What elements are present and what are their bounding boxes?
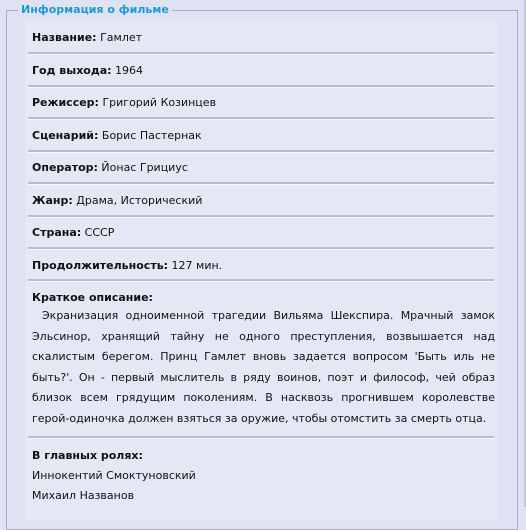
description-text: Экранизация одноименной трагедии Вильяма Шекспира. Мрачный замок Эльсинор, хранящий тайну не одного преступления, возвышается над скалистым берегом. Принц Гамлет вновь задается вопросом 'Быть иль не быть?'. Он - первый мыслитель в ряду воинов, поэт и философ, чей образ близок всем грядущим поколениям. В насквозь прогнившем королевстве герой-одиночка должен взяться за оружие, чтобы отомстить за смерть отца. [32, 309, 495, 425]
field-year-label: Год выхода: [32, 64, 112, 77]
separator [28, 52, 494, 55]
field-title [32, 31, 494, 45]
field-title-value: Гамлет [100, 31, 143, 44]
field-duration [32, 259, 494, 273]
separator [28, 182, 494, 185]
field-duration-label: Продолжительность: [32, 259, 169, 272]
field-operator-label: Оператор: [32, 161, 98, 174]
field-screenplay-value: Борис Пастернак [101, 129, 202, 142]
field-genre-label: Жанр: [32, 194, 73, 207]
field-director [32, 96, 494, 110]
field-title-label: Название: [32, 31, 97, 44]
field-screenplay-label: Сценарий: [32, 129, 99, 142]
field-operator [32, 161, 494, 175]
field-country-value: СССР [84, 226, 115, 239]
field-operator-value: Йонас Грициус [101, 161, 188, 174]
separator [28, 279, 494, 282]
field-director-label: Режиссер: [32, 96, 99, 109]
separator [28, 215, 494, 218]
field-genre [32, 194, 494, 208]
film-info-legend: Информация о фильме [18, 3, 172, 17]
cast-actor: Михаил Названов [32, 489, 135, 502]
separator [28, 247, 494, 250]
film-info-panel [25, 20, 498, 520]
field-genre-value: Драма, Исторический [76, 194, 203, 207]
field-director-value: Григорий Козинцев [102, 96, 217, 109]
field-year-value: 1964 [115, 64, 144, 77]
description-title: Краткое описание: [32, 291, 153, 304]
field-screenplay [32, 129, 494, 143]
separator [28, 436, 494, 439]
field-country [32, 226, 494, 240]
separator [28, 85, 494, 88]
separator [28, 117, 494, 120]
cast-title: В главных ролях: [32, 449, 143, 462]
field-year [32, 64, 494, 78]
field-country-label: Страна: [32, 226, 82, 239]
cast-actor: Иннокентий Смоктуновский [32, 469, 196, 482]
field-duration-value: 127 мин. [171, 259, 223, 272]
separator [28, 150, 494, 153]
